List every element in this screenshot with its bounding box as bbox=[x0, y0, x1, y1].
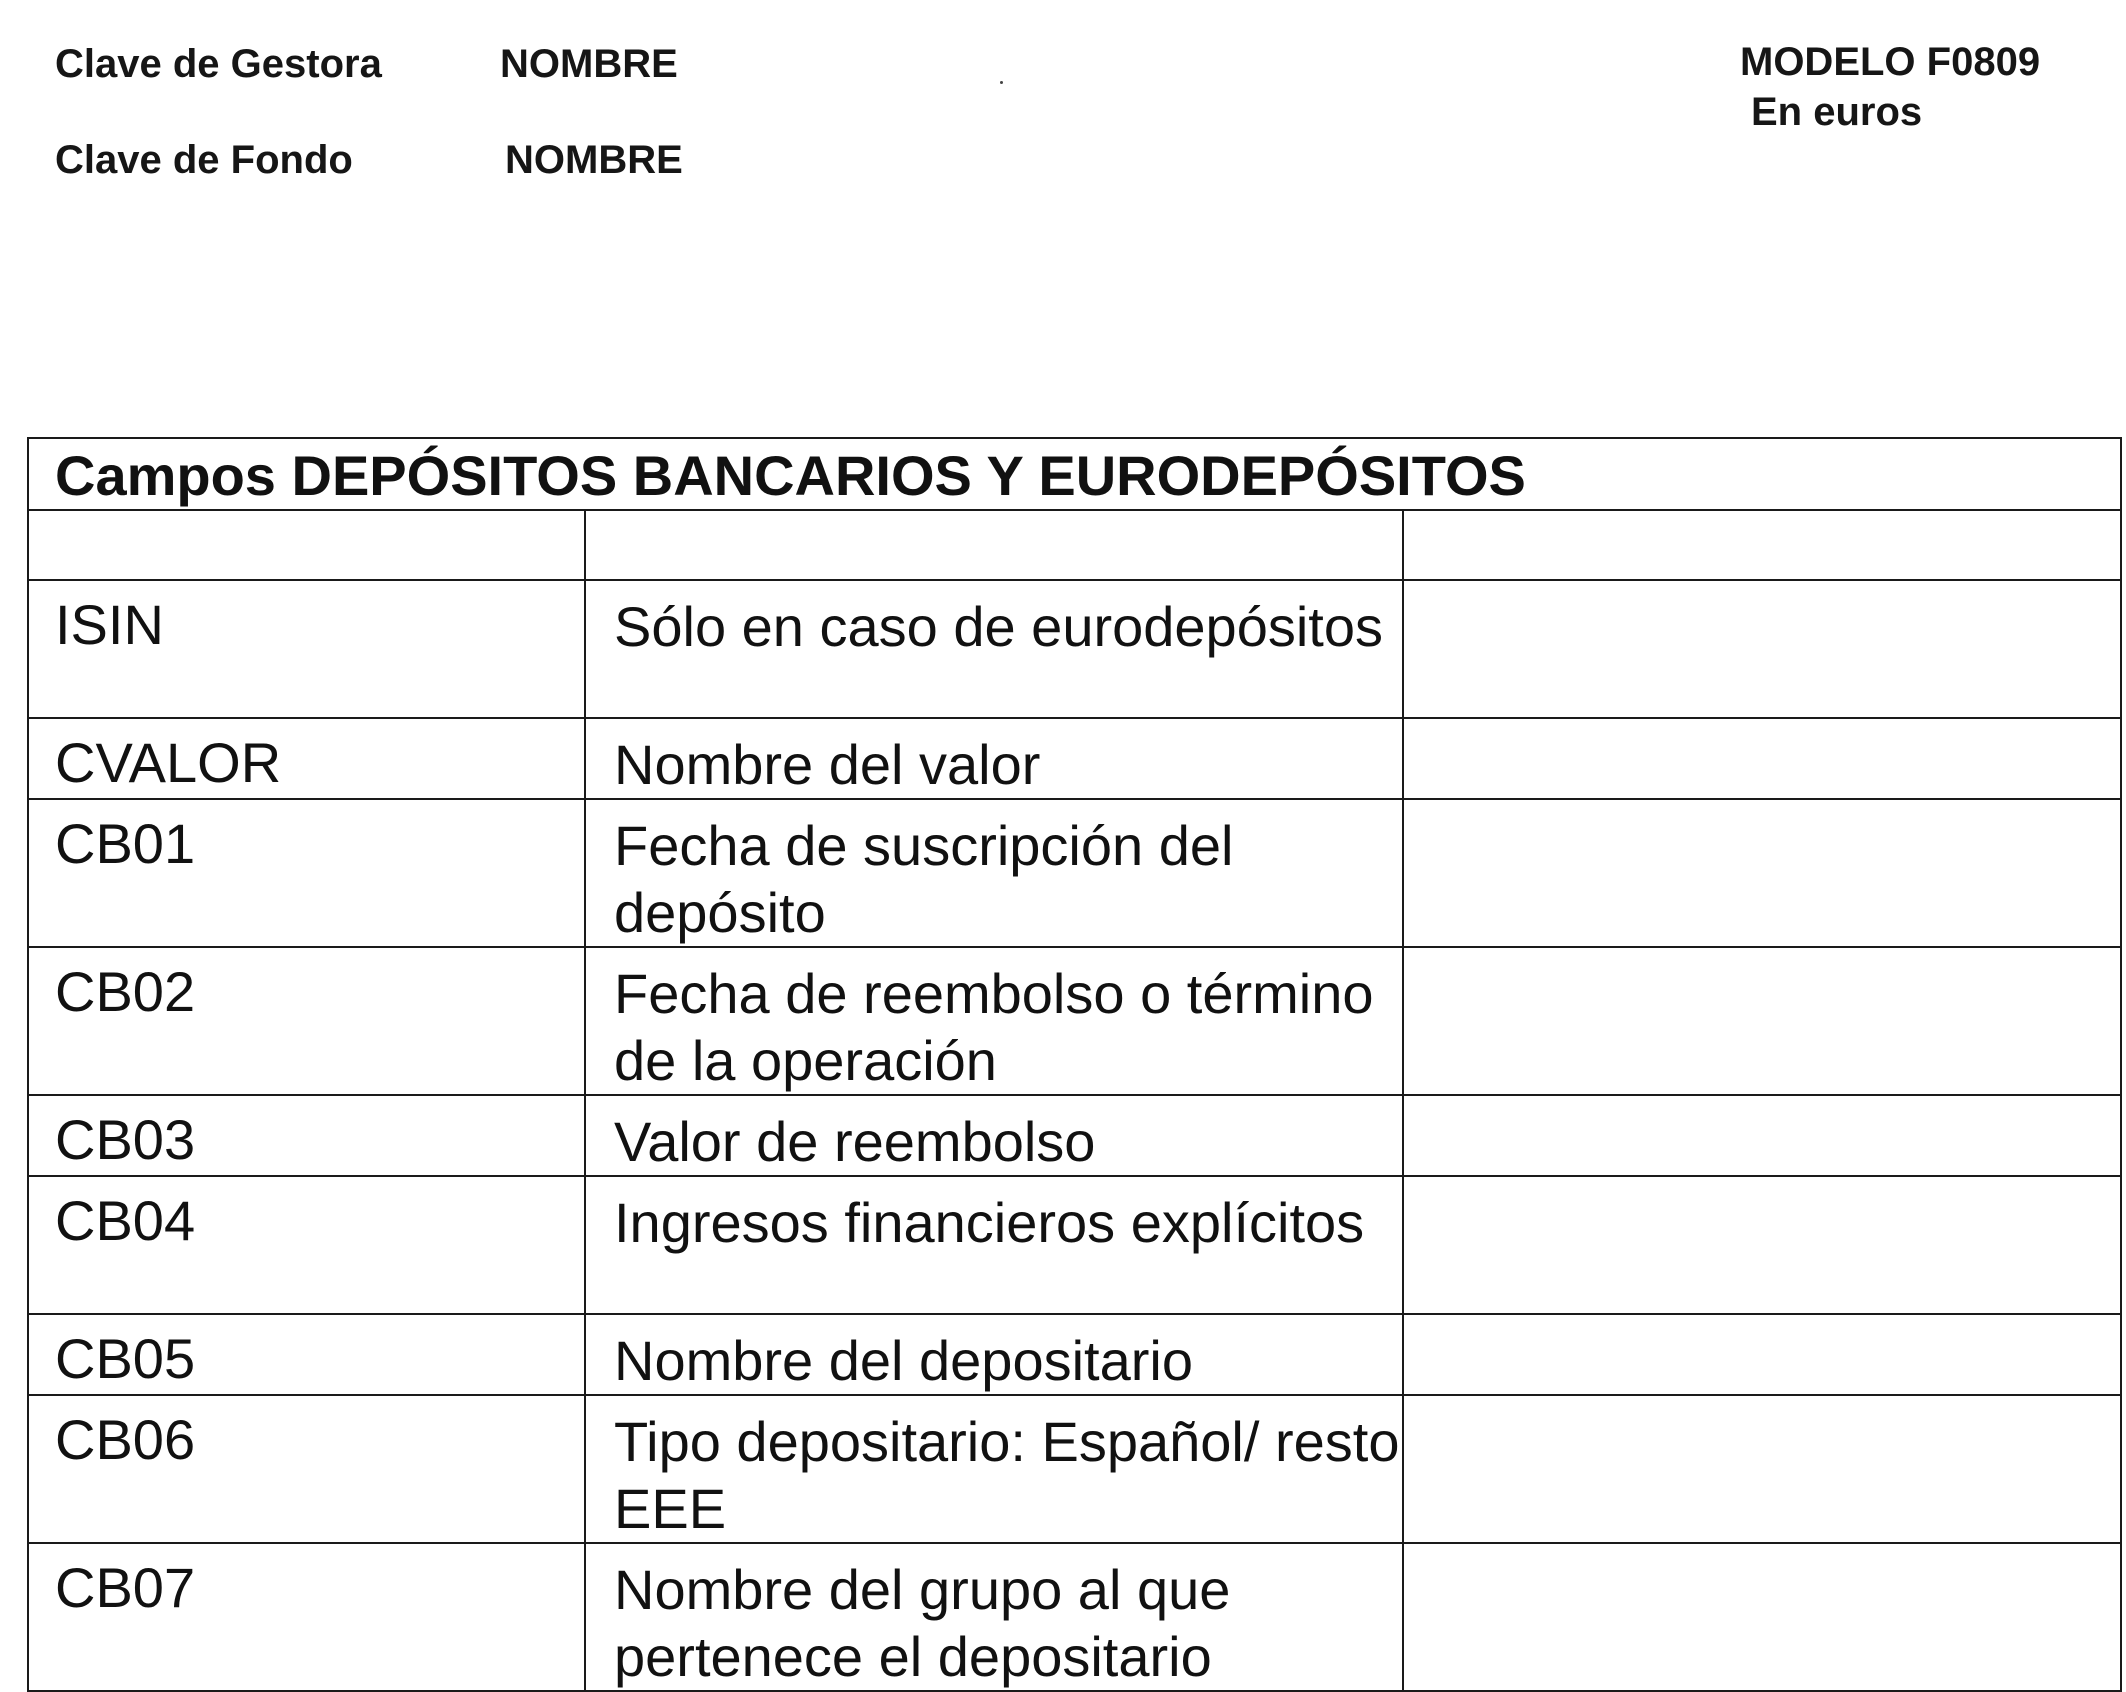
table-row bbox=[28, 580, 2121, 718]
spacer-cell bbox=[1403, 510, 2121, 580]
field-code: CB05 bbox=[28, 1314, 585, 1395]
field-code: CVALOR bbox=[28, 718, 585, 799]
field-description: Nombre del grupo al que pertenece el depositario bbox=[585, 1543, 1403, 1691]
currency-note: En euros bbox=[1751, 90, 1923, 134]
table-row bbox=[28, 1314, 2121, 1395]
field-value bbox=[1403, 799, 2121, 947]
field-value bbox=[1403, 947, 2121, 1095]
field-code: CB03 bbox=[28, 1095, 585, 1176]
table-row bbox=[28, 1543, 2121, 1691]
scan-speck bbox=[1000, 81, 1003, 84]
table-row bbox=[28, 1176, 2121, 1314]
field-value bbox=[1403, 1095, 2121, 1176]
field-value bbox=[1403, 1176, 2121, 1314]
field-description: Valor de reembolso bbox=[585, 1095, 1403, 1176]
spacer-cell bbox=[28, 510, 585, 580]
table-row bbox=[28, 1395, 2121, 1543]
field-code: ISIN bbox=[28, 580, 585, 718]
field-code: CB01 bbox=[28, 799, 585, 947]
field-description: Fecha de reembolso o término de la operación bbox=[585, 947, 1403, 1095]
table-spacer-row bbox=[28, 510, 2121, 580]
table-row bbox=[28, 799, 2121, 947]
field-code: CB02 bbox=[28, 947, 585, 1095]
field-value bbox=[1403, 1395, 2121, 1543]
table-title: Campos DEPÓSITOS BANCARIOS Y EURODEPÓSITOS bbox=[28, 438, 2121, 510]
field-code: CB06 bbox=[28, 1395, 585, 1543]
table-title-row bbox=[28, 438, 2121, 510]
field-value bbox=[1403, 1314, 2121, 1395]
field-description: Fecha de suscripción del depósito bbox=[585, 799, 1403, 947]
field-description: Sólo en caso de eurodepósitos bbox=[585, 580, 1403, 718]
spacer-cell bbox=[585, 510, 1403, 580]
form-model-code: MODELO F0809 bbox=[1740, 40, 2041, 84]
field-description: Nombre del valor bbox=[585, 718, 1403, 799]
field-value bbox=[1403, 1543, 2121, 1691]
field-description: Tipo depositario: Español/ resto EEE bbox=[585, 1395, 1403, 1543]
field-description: Nombre del depositario bbox=[585, 1314, 1403, 1395]
field-code: CB07 bbox=[28, 1543, 585, 1691]
fields-table bbox=[27, 437, 2122, 1692]
fondo-name: NOMBRE bbox=[505, 138, 683, 182]
field-value bbox=[1403, 580, 2121, 718]
table-row bbox=[28, 947, 2121, 1095]
fondo-label: Clave de Fondo bbox=[55, 138, 353, 182]
field-value bbox=[1403, 718, 2121, 799]
field-code: CB04 bbox=[28, 1176, 585, 1314]
gestora-name: NOMBRE bbox=[500, 42, 678, 86]
field-description: Ingresos financieros explícitos bbox=[585, 1176, 1403, 1314]
gestora-label: Clave de Gestora bbox=[55, 42, 382, 86]
table-row bbox=[28, 718, 2121, 799]
table-row bbox=[28, 1095, 2121, 1176]
